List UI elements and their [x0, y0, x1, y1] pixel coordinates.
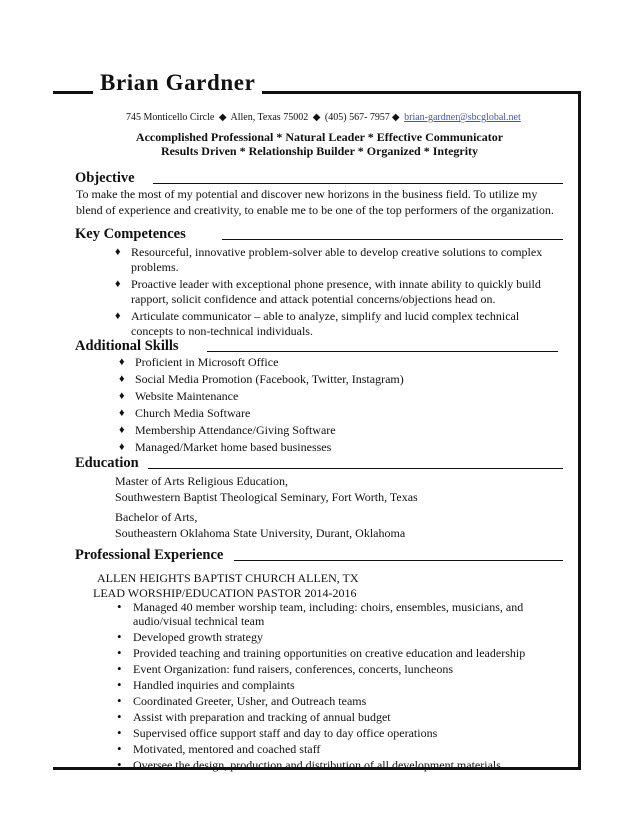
list-item: ♦ Resourceful, innovative problem-solver able to develop creative solutions to complex problems. — [115, 245, 543, 274]
diamond-bullet-icon: ♦ — [119, 424, 125, 436]
list-item: • Supervised office support staff and day to day office operations — [117, 725, 438, 740]
diamond-bullet-icon: ♦ — [115, 310, 121, 322]
heading-rule — [207, 341, 558, 352]
list-item: • Event Organization: fund raisers, conferences, concerts, luncheons — [117, 661, 453, 676]
heading-rule — [153, 173, 563, 184]
bullet-icon: • — [117, 757, 122, 772]
list-item: ♦ Proficient in Microsoft Office — [119, 355, 279, 369]
diamond-bullet-icon: ♦ — [115, 278, 121, 290]
heading-rule — [234, 550, 563, 561]
list-item: • Provided teaching and training opportunities on creative education and leadership — [117, 645, 526, 660]
diamond-bullet-icon: ♦ — [115, 246, 121, 258]
section-heading-objective: Objective — [75, 170, 135, 186]
diamond-separator-icon: ◆ — [312, 112, 321, 123]
education-entry — [115, 509, 405, 541]
contact-line — [126, 112, 521, 123]
bullet-icon: • — [117, 645, 122, 660]
list-item: ♦ Social Media Promotion (Facebook, Twitter, Instagram) — [119, 372, 404, 386]
bullet-icon: • — [117, 693, 122, 708]
diamond-bullet-icon: ♦ — [119, 373, 125, 385]
contact-phone: (405) 567- 7957 — [324, 112, 390, 123]
list-item: ♦ Managed/Market home based businesses — [119, 440, 332, 454]
frame-border-top-right — [262, 91, 580, 94]
education-entry — [115, 473, 418, 505]
list-item: • Managed 40 member worship team, including: choirs, ensembles, musicians, and audio/visual technical team — [117, 599, 524, 628]
bullet-icon: • — [117, 677, 122, 692]
bullet-icon: • — [117, 629, 122, 644]
education-degree: Master of Arts Religious Education, — [115, 474, 288, 488]
section-heading-education: Education — [75, 455, 139, 471]
contact-address: 745 Monticello Circle — [126, 112, 215, 123]
bullet-icon: • — [117, 725, 122, 740]
frame-border-right — [578, 91, 581, 770]
list-item: • Assist with preparation and tracking of annual budget — [117, 709, 391, 724]
bullet-icon: • — [117, 599, 122, 614]
frame-border-top-left — [53, 91, 93, 94]
list-item: • Motivated, mentored and coached staff — [117, 741, 321, 756]
tagline-1: Accomplished Professional * Natural Leader * Effective Communicator — [135, 130, 504, 144]
contact-email-link[interactable]: brian-gardner@sbcglobal.net — [404, 112, 521, 123]
heading-rule — [148, 458, 563, 469]
list-item: ♦ Website Maintenance — [119, 389, 239, 403]
education-school: Southeastern Oklahoma State University, Durant, Oklahoma — [115, 526, 406, 540]
list-item: ♦ Proactive leader with exceptional phone presence, with innate ability to quickly build rapport, solicit confidence and attack potential concerns/objections head on. — [115, 277, 541, 306]
list-item: ♦ Church Media Software — [119, 406, 251, 420]
experience-list — [117, 600, 527, 774]
education-degree: Bachelor of Arts, — [115, 510, 198, 524]
diamond-bullet-icon: ♦ — [119, 390, 125, 402]
education-school: Southwestern Baptist Theological Seminary, Fort Worth, Texas — [115, 490, 418, 504]
heading-rule — [222, 229, 563, 240]
diamond-bullet-icon: ♦ — [119, 441, 125, 453]
job-employer: ALLEN HEIGHTS BAPTIST CHURCH ALLEN, TX — [97, 571, 359, 585]
objective-text: To make the most of my potential and discover new horizons in the business field. To utilize my blend of experience and creativity, to enable me to be one of the top performers of the organization. — [76, 187, 554, 217]
list-item: ♦ Membership Attendance/Giving Software — [119, 423, 336, 437]
skills-list — [119, 355, 519, 457]
list-item: • Handled inquiries and complaints — [117, 677, 295, 692]
tagline-2: Results Driven * Relationship Builder * Organized * Integrity — [160, 144, 479, 158]
list-item: ♦ Articulate communicator – able to analyze, simplify and lucid complex technical concepts to non-technical individuals. — [115, 309, 520, 338]
bullet-icon: • — [117, 661, 122, 676]
section-heading-competences: Key Competences — [75, 226, 186, 242]
list-item: • Coordinated Greeter, Usher, and Outreach teams — [117, 693, 367, 708]
list-item: • Oversee the design, production and distribution of all development materials — [117, 757, 501, 772]
diamond-separator-icon: ◆ — [218, 112, 227, 123]
diamond-separator-icon: ◆ — [391, 112, 400, 123]
section-heading-experience: Professional Experience — [75, 547, 224, 563]
section-heading-skills: Additional Skills — [75, 338, 179, 354]
contact-city: Allen, Texas 75002 — [230, 112, 309, 123]
job-role: LEAD WORSHIP/EDUCATION PASTOR 2014-2016 — [93, 586, 357, 600]
diamond-bullet-icon: ♦ — [119, 356, 125, 368]
diamond-bullet-icon: ♦ — [119, 407, 125, 419]
competences-list — [115, 245, 545, 341]
bullet-icon: • — [117, 709, 122, 724]
bullet-icon: • — [117, 741, 122, 756]
list-item: • Developed growth strategy — [117, 629, 263, 644]
resume-name: Brian Gardner — [100, 70, 256, 95]
